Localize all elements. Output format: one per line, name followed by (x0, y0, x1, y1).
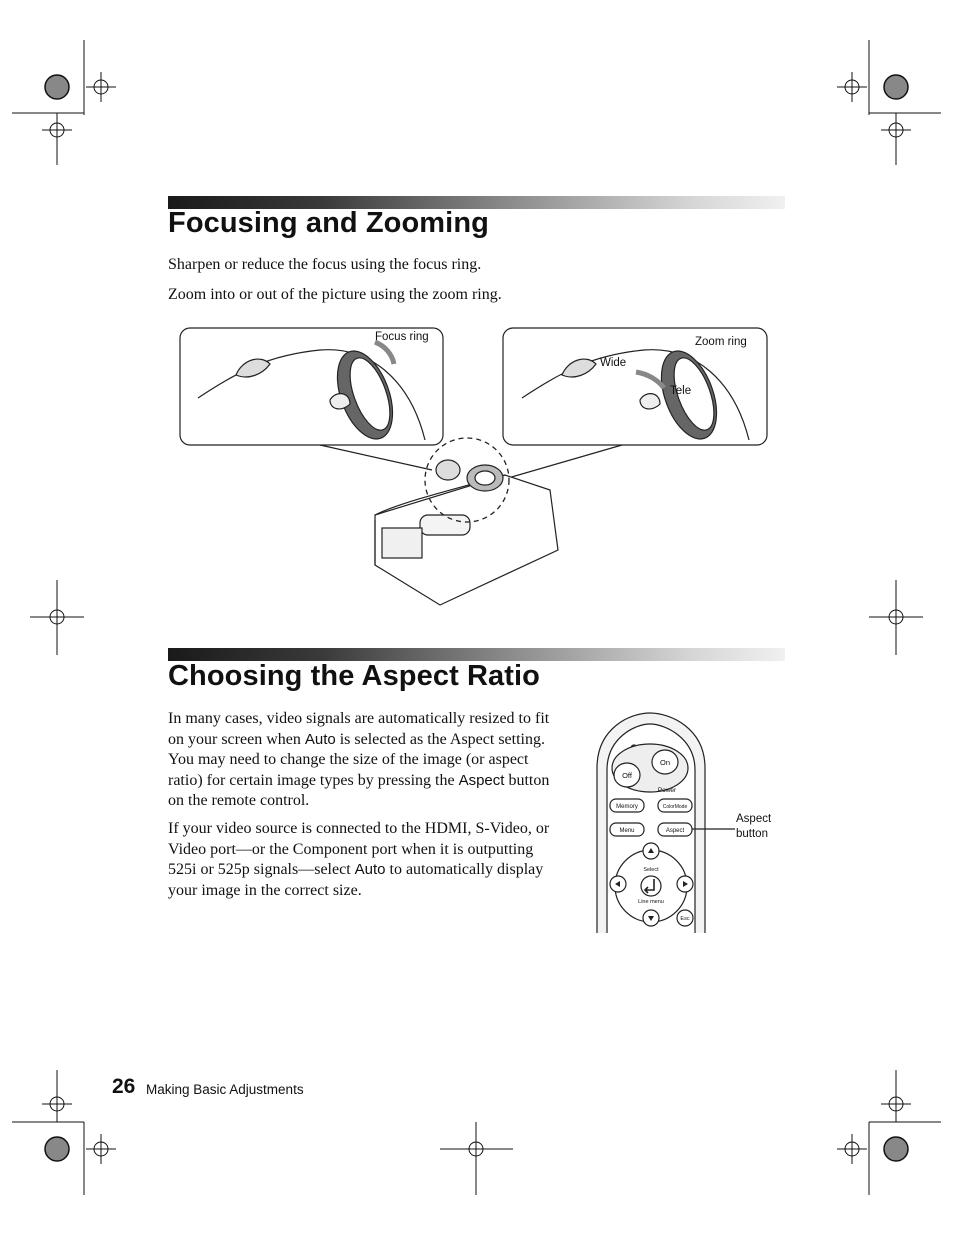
label-zoom-ring: Zoom ring (695, 336, 747, 348)
paragraph-zoom: Zoom into or out of the picture using the zoom ring. (168, 286, 502, 303)
callout-line-1: Aspect (736, 813, 772, 825)
paragraph-focus: Sharpen or reduce the focus using the focus ring. (168, 256, 482, 273)
remote-esc-label: Esc (680, 916, 690, 922)
remote-off-label: Off (622, 771, 632, 780)
text: to automatically display your image in the correct size. (168, 861, 544, 899)
remote-memory-label: Memory (616, 804, 638, 810)
remote-aspect-label: Aspect (665, 828, 685, 834)
paragraph-aspect-1 (168, 709, 560, 812)
remote-colormode-label: ColorMode (662, 804, 688, 810)
setting-auto: Auto (354, 861, 386, 878)
text: If your video source is connected to the HDMI, S-Video, or Video port—or the Component port when it is outputting 525i or 525p signals—select (168, 820, 550, 878)
remote-linemenu-label: Line menu (638, 899, 664, 905)
callout-aspect-button (736, 812, 771, 842)
remote-select-label: Select (643, 867, 659, 873)
footer-chapter: Making Basic Adjustments (146, 1082, 304, 1097)
label-tele: Tele (670, 385, 692, 397)
heading-aspect: Choosing the Aspect Ratio (168, 660, 540, 692)
label-wide: Wide (600, 357, 627, 369)
callout-line-2: button (736, 828, 768, 840)
setting-auto: Auto (304, 730, 336, 748)
projector-illustration (170, 320, 780, 610)
button-name-aspect: Aspect (458, 771, 505, 789)
remote-menu-label: Menu (619, 828, 635, 834)
remote-power-label: Power (657, 787, 677, 794)
text: is selected as the Aspect setting. You may need to change the size of the image (or aspect ratio) for certain image types by pressing the (168, 730, 545, 789)
text: button on the remote control. (168, 771, 550, 809)
remote-on-label: On (659, 758, 671, 767)
heading-focusing: Focusing and Zooming (168, 207, 489, 239)
paragraph-aspect-2 (168, 819, 560, 901)
label-focus-ring: Focus ring (375, 331, 429, 343)
page-number: 26 (112, 1075, 136, 1098)
text: In many cases, video signals are automatically resized to fit on your screen when (168, 710, 550, 748)
